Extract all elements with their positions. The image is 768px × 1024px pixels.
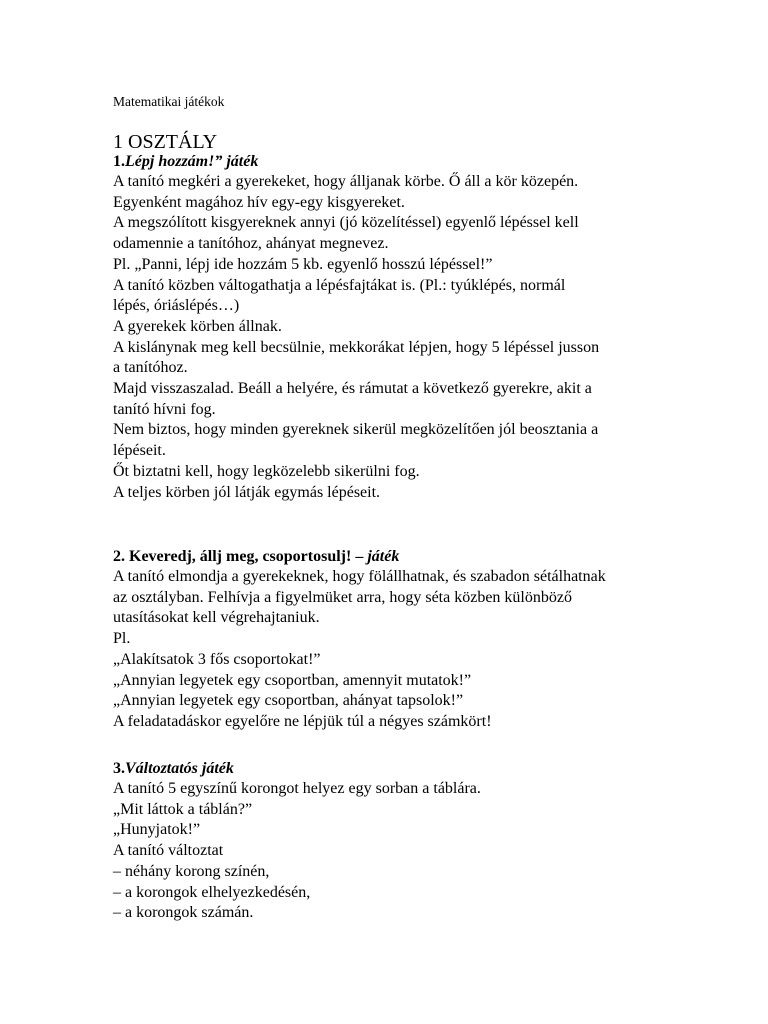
paragraph-line: A tanító 5 egyszínű korongot helyez egy sorban a táblára. [113,780,481,797]
section-number: 3. [113,760,125,777]
section-title-bold: Változtatós [125,760,198,777]
paragraph-line: „Alakítsatok 3 fős csoportokat!” [113,650,321,668]
section-title-italic: játék [363,548,400,565]
paragraph-line: A tanító elmondja a gyerekeknek, hogy fölállhatnak, és szabadon sétálhatnak [113,568,606,585]
paragraph-line: a tanítóhoz. [113,359,188,377]
paragraph-line: tanító hívni fog. [113,400,216,418]
paragraph-line: A gyerekek körben állnak. [113,317,282,335]
paragraph-line: – néhány korong színén, [113,862,270,880]
section-lepj-hozzam [113,151,733,503]
section-title [113,151,733,172]
paragraph-line: A megszólított kisgyereknek annyi (jó közelítéssel) egyenlő lépéssel kell [113,214,579,232]
paragraph-line: „Annyian legyetek egy csoportban, amennyit mutatok!” [113,671,472,689]
paragraph-line: utasításokat kell végrehajtaniuk. [113,609,320,627]
paragraph-line: – a korongok elhelyezkedésén, [113,883,311,901]
paragraph-line: lépéseit. [113,442,166,460]
paragraph-line: Majd visszaszalad. Beáll a helyére, és rámutat a következő gyerekre, akit a [113,380,592,398]
section-keveredj [113,546,733,733]
section-valtoztatos [113,758,733,924]
paragraph-line: Egyenként magához hív egy-egy kisgyereket. [113,193,405,211]
section-title [113,546,733,567]
paragraph-line: odamennie a tanítóhoz, ahányat megnevez. [113,235,389,253]
section-title-italic: játék [222,153,259,170]
paragraph-line: A tanító változtat [113,842,224,860]
paragraph-line: A tanító megkéri a gyerekeket, hogy álljanak körbe. Ő áll a kör közepén. [113,173,579,190]
section-number: 1. [113,153,125,170]
paragraph-line: Nem biztos, hogy minden gyereknek sikerül megközelítően jól beosztania a [113,421,599,439]
document-title: Matematikai játékok [113,94,225,109]
paragraph-line: lépés, óriáslépés…) [113,297,240,315]
section-title-italic: játék [197,760,234,777]
paragraph-line: Pl. „Panni, lépj ide hozzám 5 kb. egyenlő hosszú lépéssel!” [113,255,493,273]
paragraph-line: „Mit láttok a táblán?” [113,800,253,818]
section-title-bold: Keveredj, állj meg, csoportosulj! – [129,548,364,565]
paragraph-line: az osztályban. Felhívja a figyelmüket arra, hogy séta közben különböző [113,588,572,606]
paragraph-line: A kislánynak meg kell becsülnie, mekkorákat lépjen, hogy 5 lépéssel jusson [113,338,600,356]
paragraph-line: „Hunyjatok!” [113,821,201,839]
paragraph-line: Pl. [113,630,131,648]
section-title-bold: Lépj hozzám!” [125,153,223,170]
paragraph-line: Őt biztatni kell, hogy legközelebb sikerülni fog. [113,462,420,480]
section-title [113,758,733,779]
class-heading: 1 OSZTÁLY [113,131,218,153]
paragraph-line: A tanító közben váltogathatja a lépésfajtákat is. (Pl.: tyúklépés, normál [113,276,566,294]
section-number: 2. [113,548,129,565]
paragraph-line: – a korongok számán. [113,904,254,922]
paragraph-line: A feladatadáskor egyelőre ne lépjük túl a négyes számkört! [113,712,492,730]
paragraph-line: „Annyian legyetek egy csoportban, ahányat tapsolok!” [113,692,464,710]
paragraph-line: A teljes körben jól látják egymás lépéseit. [113,483,381,501]
